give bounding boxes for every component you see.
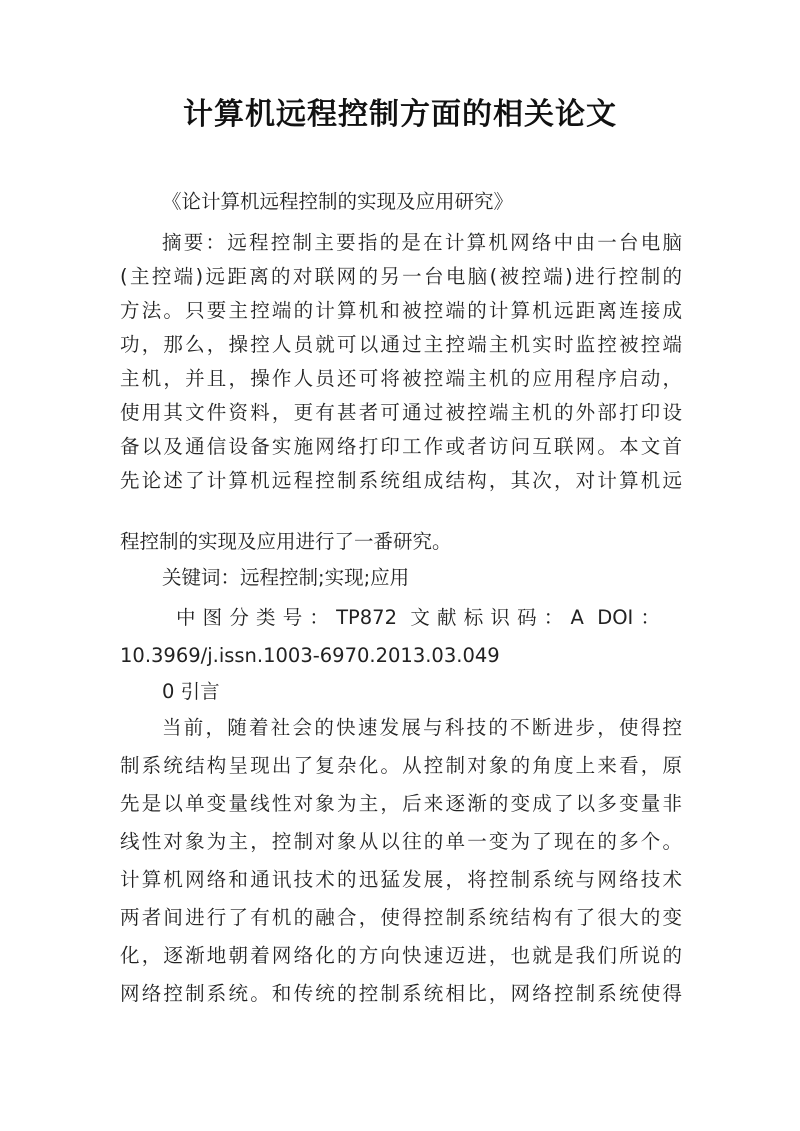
classification-line: 中图分类号：TP872 文献标识码：A DOI： xyxy=(176,606,660,629)
paragraph-line: 网络控制系统。和传统的控制系统相比，网络控制系统使得 xyxy=(120,982,682,1005)
abstract-line: 先论述了计算机远程控制系统组成结构，其次，对计算机远 xyxy=(120,469,682,492)
abstract-line: 方法。只要主控端的计算机和被控端的计算机远距离连接成 xyxy=(120,299,682,322)
paragraph-line: 化，逐渐地朝着网络化的方向快速迈进，也就是我们所说的 xyxy=(120,944,682,967)
abstract-line: 功，那么，操控人员就可以通过主控端主机实时监控被控端 xyxy=(120,333,682,356)
paragraph-line: 线性对象为主，控制对象从以往的单一变为了现在的多个。 xyxy=(120,830,682,853)
paragraph-line: 制系统结构呈现出了复杂化。从控制对象的角度上来看，原 xyxy=(120,754,682,777)
keywords-line: 关键词：远程控制;实现;应用 xyxy=(162,566,410,589)
document-title: 计算机远程控制方面的相关论文 xyxy=(183,97,617,132)
paragraph-line: 先是以单变量线性对象为主，后来逐渐的变成了以多变量非 xyxy=(120,792,682,815)
abstract-line: 主机，并且，操作人员还可将被控端主机的应用程序启动， xyxy=(120,367,682,390)
paragraph-line: 两者间进行了有机的融合，使得控制系统结构有了很大的变 xyxy=(120,906,682,929)
abstract-line: (主控端)远距离的对联网的另一台电脑(被控端)进行控制的 xyxy=(120,265,682,288)
abstract-line: 备以及通信设备实施网络打印工作或者访问互联网。本文首 xyxy=(120,435,682,458)
abstract-line: 程控制的实现及应用进行了一番研究。 xyxy=(120,530,452,553)
paragraph-line: 计算机网络和通讯技术的迅猛发展，将控制系统与网络技术 xyxy=(120,868,682,891)
section-heading: 0 引言 xyxy=(162,680,220,703)
paragraph-line: 当前，随着社会的快速发展与科技的不断进步，使得控 xyxy=(162,716,682,739)
abstract-line: 摘要：远程控制主要指的是在计算机网络中由一台电脑 xyxy=(162,231,682,254)
doi-line: 10.3969/j.issn.1003-6970.2013.03.049 xyxy=(120,644,500,667)
abstract-line: 使用其文件资料，更有甚者可通过被控端主机的外部打印设 xyxy=(120,401,682,424)
paper-reference-title: 《论计算机远程控制的实现及应用研究》 xyxy=(162,190,514,213)
